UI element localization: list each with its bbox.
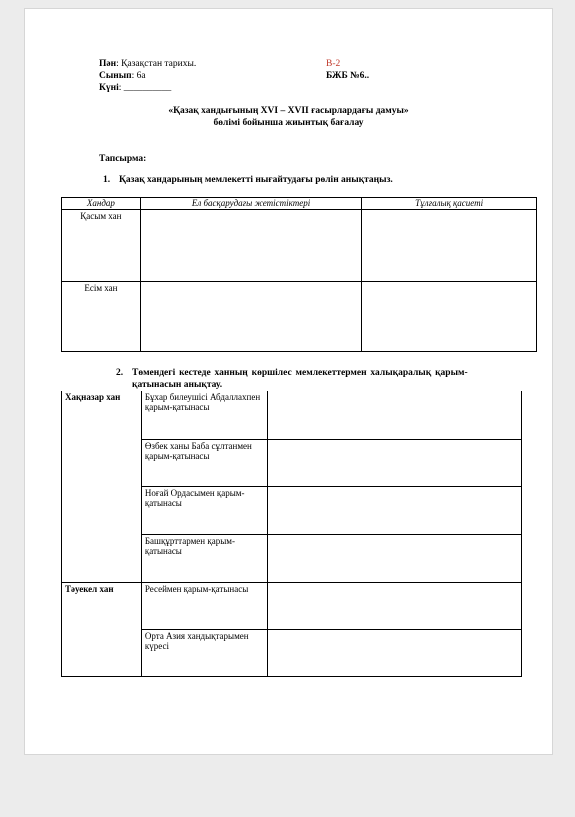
subject-value: : Қазақстан тарихы. — [116, 59, 197, 69]
q2-relation-label: Орта Азия хандықтарымен күресі — [141, 629, 267, 676]
q1-number: 1. — [103, 175, 111, 185]
q2-khan-name: Тәуекел хан — [62, 582, 142, 676]
subject-label: Пән — [99, 59, 117, 69]
q1-answer-cell[interactable] — [362, 210, 537, 282]
q2-relation-label: Ресеймен қарым-қатынасы — [141, 582, 267, 629]
table-row — [62, 210, 537, 282]
task-label: Тапсырма: — [99, 154, 147, 164]
table-row — [62, 582, 522, 629]
q1-row-khan-name: Есім хан — [62, 282, 141, 352]
q1-table — [61, 197, 537, 352]
q2-relation-label: Өзбек ханы Баба сұлтанмен қарым-қатынасы — [141, 439, 267, 486]
class-line — [99, 71, 146, 82]
q2-relation-label: Ноғай Ордасымен қарым-қатынасы — [141, 486, 267, 534]
class-value: : 6а — [131, 71, 146, 81]
title-line-1: «Қазақ хандығының XVI – XVII ғасырлардағы дамуы» — [168, 106, 409, 116]
q1-header-khans: Хандар — [62, 198, 141, 210]
q1-row-khan-name: Қасым хан — [62, 210, 141, 282]
q2-answer-cell[interactable] — [267, 439, 521, 486]
table-row — [62, 282, 537, 352]
q1-header-qualities: Тұлғалық қасиеті — [362, 198, 537, 210]
q2-answer-cell[interactable] — [267, 391, 521, 439]
q1-answer-cell[interactable] — [140, 210, 362, 282]
q2-answer-cell[interactable] — [267, 486, 521, 534]
q1-answer-cell[interactable] — [362, 282, 537, 352]
assessment-label: БЖБ №6.. — [326, 71, 370, 81]
q1-answer-cell[interactable] — [140, 282, 362, 352]
table-row — [62, 391, 522, 439]
q2-text-line-1: Төмендегі кестеде ханның көршілес мемлекеттермен халықаралық қарым- — [132, 368, 468, 378]
q2-answer-cell[interactable] — [267, 534, 521, 582]
q2-answer-cell[interactable] — [267, 629, 521, 676]
q1-header-achievements: Ел басқарудағы жетістіктері — [140, 198, 362, 210]
subject-line — [99, 59, 196, 70]
date-value: : __________ — [118, 83, 172, 93]
q1-header-row — [62, 198, 537, 210]
document-page — [24, 8, 553, 755]
q2-number: 2. — [116, 368, 124, 378]
q2-text-line-2: қатынасын анықтау. — [132, 380, 223, 390]
title-line-2: бөлімі бойынша жиынтық бағалау — [213, 118, 364, 128]
date-label: Күні — [99, 83, 119, 93]
q2-relation-label: Башқұрттармен қарым-қатынасы — [141, 534, 267, 582]
q2-relation-label: Бұхар билеушісі Абдаллахпен қарым-қатынасы — [141, 391, 267, 439]
class-label: Сынып — [99, 71, 132, 81]
q1-text: Қазақ хандарының мемлекетті нығайтудағы рөлін анықтаңыз. — [119, 175, 393, 185]
date-line — [99, 83, 171, 94]
q2-khan-name: Хақназар хан — [62, 391, 142, 582]
q2-table — [61, 391, 522, 677]
variant-label: В-2 — [326, 59, 341, 69]
q2-answer-cell[interactable] — [267, 582, 521, 629]
